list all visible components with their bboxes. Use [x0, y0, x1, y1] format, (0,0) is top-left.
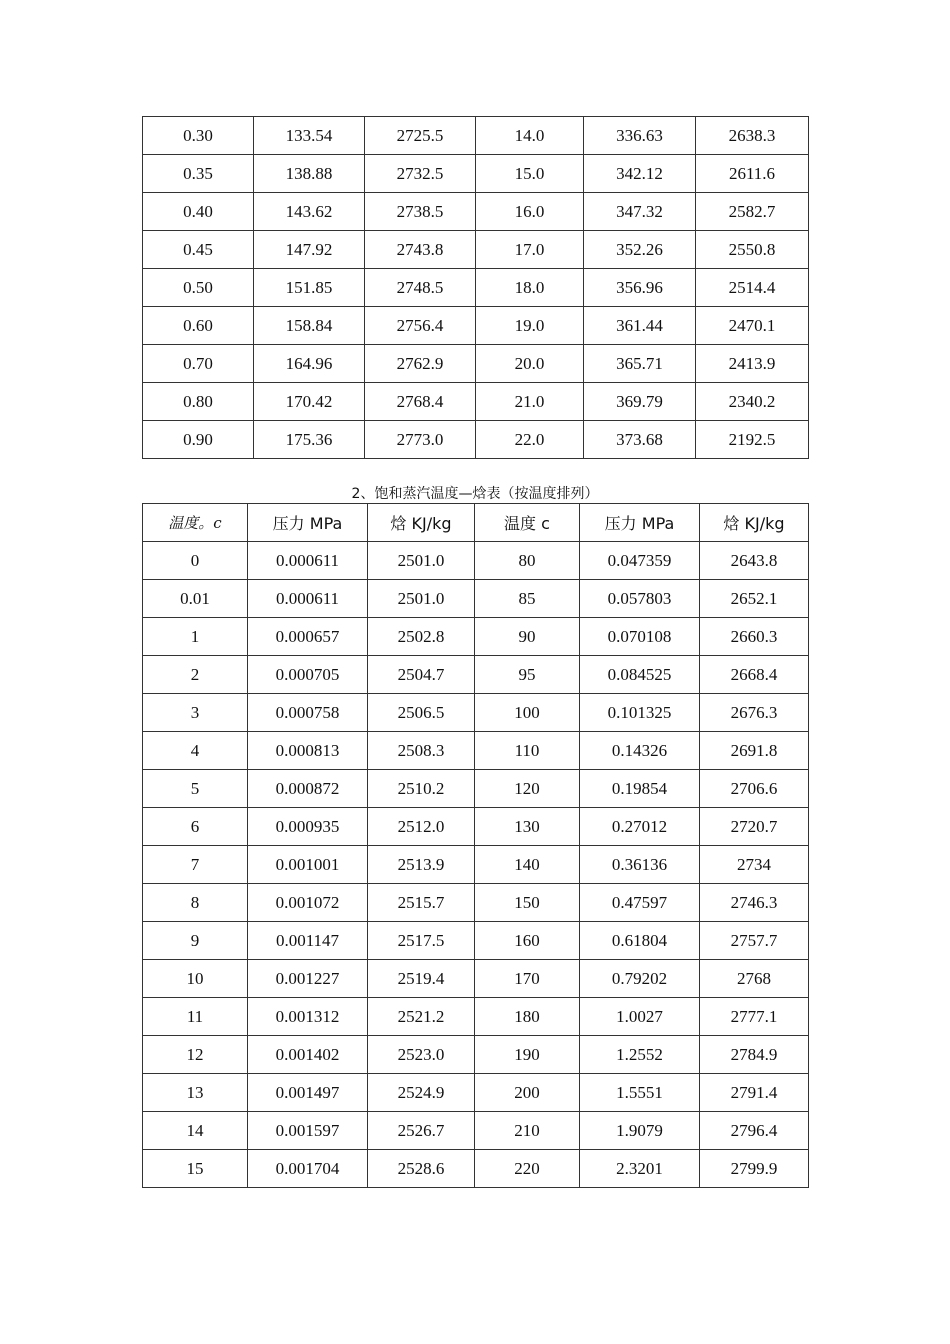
table-cell: 2504.7: [368, 656, 475, 694]
table-cell: 0.35: [143, 155, 254, 193]
table-cell: 0.001072: [248, 884, 368, 922]
table-cell: 2506.5: [368, 694, 475, 732]
table-cell: 1.0027: [580, 998, 700, 1036]
table-cell: 0.36136: [580, 846, 700, 884]
table-row: [143, 1150, 809, 1188]
table-cell: 0.000705: [248, 656, 368, 694]
table-cell: 2513.9: [368, 846, 475, 884]
table-row: [143, 580, 809, 618]
table-cell: 336.63: [584, 117, 696, 155]
header-temperature-2: 温度 c: [475, 504, 580, 542]
table-cell: 4: [143, 732, 248, 770]
table-cell: 85: [475, 580, 580, 618]
table-cell: 0.047359: [580, 542, 700, 580]
table-cell: 373.68: [584, 421, 696, 459]
table-cell: 369.79: [584, 383, 696, 421]
table-cell: 0.14326: [580, 732, 700, 770]
table-cell: 2638.3: [696, 117, 809, 155]
table-cell: 0.001402: [248, 1036, 368, 1074]
table-cell: 133.54: [254, 117, 365, 155]
table-row: [143, 770, 809, 808]
table-row: [143, 808, 809, 846]
table-cell: 2192.5: [696, 421, 809, 459]
pressure-enthalpy-table-continued: [142, 116, 809, 459]
table-cell: 2743.8: [365, 231, 476, 269]
table-cell: 200: [475, 1074, 580, 1112]
table-cell: 2762.9: [365, 345, 476, 383]
table-cell: 2514.4: [696, 269, 809, 307]
table-cell: 15: [143, 1150, 248, 1188]
table-cell: 0.70: [143, 345, 254, 383]
table-cell: 2413.9: [696, 345, 809, 383]
table-cell: 2768: [700, 960, 809, 998]
table-cell: 9: [143, 922, 248, 960]
table-cell: 2510.2: [368, 770, 475, 808]
table-row: [143, 1036, 809, 1074]
table-cell: 2528.6: [368, 1150, 475, 1188]
table-cell: 342.12: [584, 155, 696, 193]
table-row: [143, 656, 809, 694]
table-cell: 130: [475, 808, 580, 846]
table-cell: 2501.0: [368, 580, 475, 618]
table-cell: 6: [143, 808, 248, 846]
table-cell: 2738.5: [365, 193, 476, 231]
table-cell: 2768.4: [365, 383, 476, 421]
table-cell: 2340.2: [696, 383, 809, 421]
table-cell: 2582.7: [696, 193, 809, 231]
table-cell: 0.000935: [248, 808, 368, 846]
table-cell: 0.000758: [248, 694, 368, 732]
table-cell: 2502.8: [368, 618, 475, 656]
table-cell: 0.001597: [248, 1112, 368, 1150]
table-cell: 170: [475, 960, 580, 998]
table-cell: 2523.0: [368, 1036, 475, 1074]
table2-body: [143, 542, 809, 1188]
header-pressure-2: 压力 MPa: [580, 504, 700, 542]
table-cell: 2791.4: [700, 1074, 809, 1112]
table-cell: 1.2552: [580, 1036, 700, 1074]
table-cell: 190: [475, 1036, 580, 1074]
table-cell: 0.47597: [580, 884, 700, 922]
table-row: [143, 269, 809, 307]
table-row: [143, 383, 809, 421]
table-cell: 2676.3: [700, 694, 809, 732]
table-row: [143, 1074, 809, 1112]
table-cell: 0.101325: [580, 694, 700, 732]
table-cell: 2519.4: [368, 960, 475, 998]
table-cell: 1.5551: [580, 1074, 700, 1112]
table-cell: 0.001704: [248, 1150, 368, 1188]
table-cell: 2732.5: [365, 155, 476, 193]
table-cell: 0.070108: [580, 618, 700, 656]
table-cell: 2799.9: [700, 1150, 809, 1188]
header-temperature: 温度。c: [143, 504, 248, 542]
table-cell: 158.84: [254, 307, 365, 345]
table-row: [143, 345, 809, 383]
table-cell: 18.0: [476, 269, 584, 307]
table-cell: 110: [475, 732, 580, 770]
table-cell: 95: [475, 656, 580, 694]
table-cell: 2521.2: [368, 998, 475, 1036]
table-cell: 0: [143, 542, 248, 580]
table-cell: 210: [475, 1112, 580, 1150]
table-cell: 0.000611: [248, 580, 368, 618]
table-cell: 2652.1: [700, 580, 809, 618]
table-cell: 0.90: [143, 421, 254, 459]
table-cell: 180: [475, 998, 580, 1036]
table-cell: 2796.4: [700, 1112, 809, 1150]
table-cell: 13: [143, 1074, 248, 1112]
table-cell: 347.32: [584, 193, 696, 231]
table-cell: 2470.1: [696, 307, 809, 345]
table-cell: 2691.8: [700, 732, 809, 770]
table-cell: 2784.9: [700, 1036, 809, 1074]
header-pressure: 压力 MPa: [248, 504, 368, 542]
table-cell: 2668.4: [700, 656, 809, 694]
table-cell: 2501.0: [368, 542, 475, 580]
table-cell: 164.96: [254, 345, 365, 383]
table-cell: 0.001001: [248, 846, 368, 884]
table-cell: 2550.8: [696, 231, 809, 269]
table-cell: 150: [475, 884, 580, 922]
table-row: [143, 231, 809, 269]
table-cell: 0.40: [143, 193, 254, 231]
table-cell: 0.01: [143, 580, 248, 618]
table-cell: 120: [475, 770, 580, 808]
table-cell: 2734: [700, 846, 809, 884]
table-cell: 2517.5: [368, 922, 475, 960]
table-cell: 90: [475, 618, 580, 656]
table-cell: 2: [143, 656, 248, 694]
table-cell: 0.000813: [248, 732, 368, 770]
table-cell: 14.0: [476, 117, 584, 155]
table-cell: 352.26: [584, 231, 696, 269]
table-cell: 365.71: [584, 345, 696, 383]
header-enthalpy-2: 焓 KJ/kg: [700, 504, 809, 542]
table-row: [143, 960, 809, 998]
table-cell: 175.36: [254, 421, 365, 459]
table-cell: 5: [143, 770, 248, 808]
table-cell: 0.001497: [248, 1074, 368, 1112]
table-row: [143, 732, 809, 770]
table2-caption: 2、饱和蒸汽温度—焓表（按温度排列）: [351, 486, 599, 502]
table-cell: 14: [143, 1112, 248, 1150]
table-cell: 100: [475, 694, 580, 732]
table-cell: 19.0: [476, 307, 584, 345]
table-cell: 361.44: [584, 307, 696, 345]
table-cell: 2512.0: [368, 808, 475, 846]
table-cell: 2524.9: [368, 1074, 475, 1112]
table-cell: 140: [475, 846, 580, 884]
table-cell: 2773.0: [365, 421, 476, 459]
table-cell: 2611.6: [696, 155, 809, 193]
table-cell: 2.3201: [580, 1150, 700, 1188]
table-cell: 16.0: [476, 193, 584, 231]
table-cell: 2515.7: [368, 884, 475, 922]
table-cell: 3: [143, 694, 248, 732]
temperature-enthalpy-table: [142, 503, 809, 1188]
table-cell: 0.001227: [248, 960, 368, 998]
table-cell: 0.084525: [580, 656, 700, 694]
table-cell: 20.0: [476, 345, 584, 383]
table-cell: 0.001147: [248, 922, 368, 960]
table-row: [143, 421, 809, 459]
table-cell: 0.45: [143, 231, 254, 269]
table-cell: 0.27012: [580, 808, 700, 846]
table-cell: 2756.4: [365, 307, 476, 345]
table-cell: 8: [143, 884, 248, 922]
table-cell: 2746.3: [700, 884, 809, 922]
table-cell: 147.92: [254, 231, 365, 269]
table-cell: 2725.5: [365, 117, 476, 155]
table-row: [143, 193, 809, 231]
table-row: [143, 155, 809, 193]
table-row: [143, 922, 809, 960]
table-cell: 10: [143, 960, 248, 998]
table2-header-row: [143, 504, 809, 542]
table1-body: [143, 117, 809, 459]
table-cell: 7: [143, 846, 248, 884]
table-cell: 0.60: [143, 307, 254, 345]
table-cell: 0.30: [143, 117, 254, 155]
table-row: [143, 307, 809, 345]
table2-header: [143, 504, 809, 542]
table-row: [143, 542, 809, 580]
table-cell: 2757.7: [700, 922, 809, 960]
table-cell: 0.001312: [248, 998, 368, 1036]
table-cell: 356.96: [584, 269, 696, 307]
table-cell: 2643.8: [700, 542, 809, 580]
table-cell: 80: [475, 542, 580, 580]
header-enthalpy: 焓 KJ/kg: [368, 504, 475, 542]
table-cell: 1: [143, 618, 248, 656]
table-cell: 2526.7: [368, 1112, 475, 1150]
table-cell: 2508.3: [368, 732, 475, 770]
table-row: [143, 998, 809, 1036]
table-cell: 17.0: [476, 231, 584, 269]
table-cell: 1.9079: [580, 1112, 700, 1150]
table-cell: 170.42: [254, 383, 365, 421]
table-cell: 0.057803: [580, 580, 700, 618]
table-cell: 11: [143, 998, 248, 1036]
table-cell: 220: [475, 1150, 580, 1188]
table-cell: 0.79202: [580, 960, 700, 998]
table-row: [143, 694, 809, 732]
table-cell: 2720.7: [700, 808, 809, 846]
table-cell: 22.0: [476, 421, 584, 459]
table-cell: 0.50: [143, 269, 254, 307]
table-cell: 0.000872: [248, 770, 368, 808]
table-row: [143, 846, 809, 884]
table-cell: 2777.1: [700, 998, 809, 1036]
table-cell: 143.62: [254, 193, 365, 231]
table-cell: 0.80: [143, 383, 254, 421]
table-cell: 0.61804: [580, 922, 700, 960]
table-cell: 0.000657: [248, 618, 368, 656]
table-cell: 0.19854: [580, 770, 700, 808]
table-row: [143, 1112, 809, 1150]
table-cell: 15.0: [476, 155, 584, 193]
table-cell: 12: [143, 1036, 248, 1074]
table-row: [143, 884, 809, 922]
table-cell: 2706.6: [700, 770, 809, 808]
table-cell: 2748.5: [365, 269, 476, 307]
table-cell: 0.000611: [248, 542, 368, 580]
table-row: [143, 117, 809, 155]
table-cell: 2660.3: [700, 618, 809, 656]
table-row: [143, 618, 809, 656]
table-cell: 151.85: [254, 269, 365, 307]
table-cell: 21.0: [476, 383, 584, 421]
table-cell: 160: [475, 922, 580, 960]
table-cell: 138.88: [254, 155, 365, 193]
